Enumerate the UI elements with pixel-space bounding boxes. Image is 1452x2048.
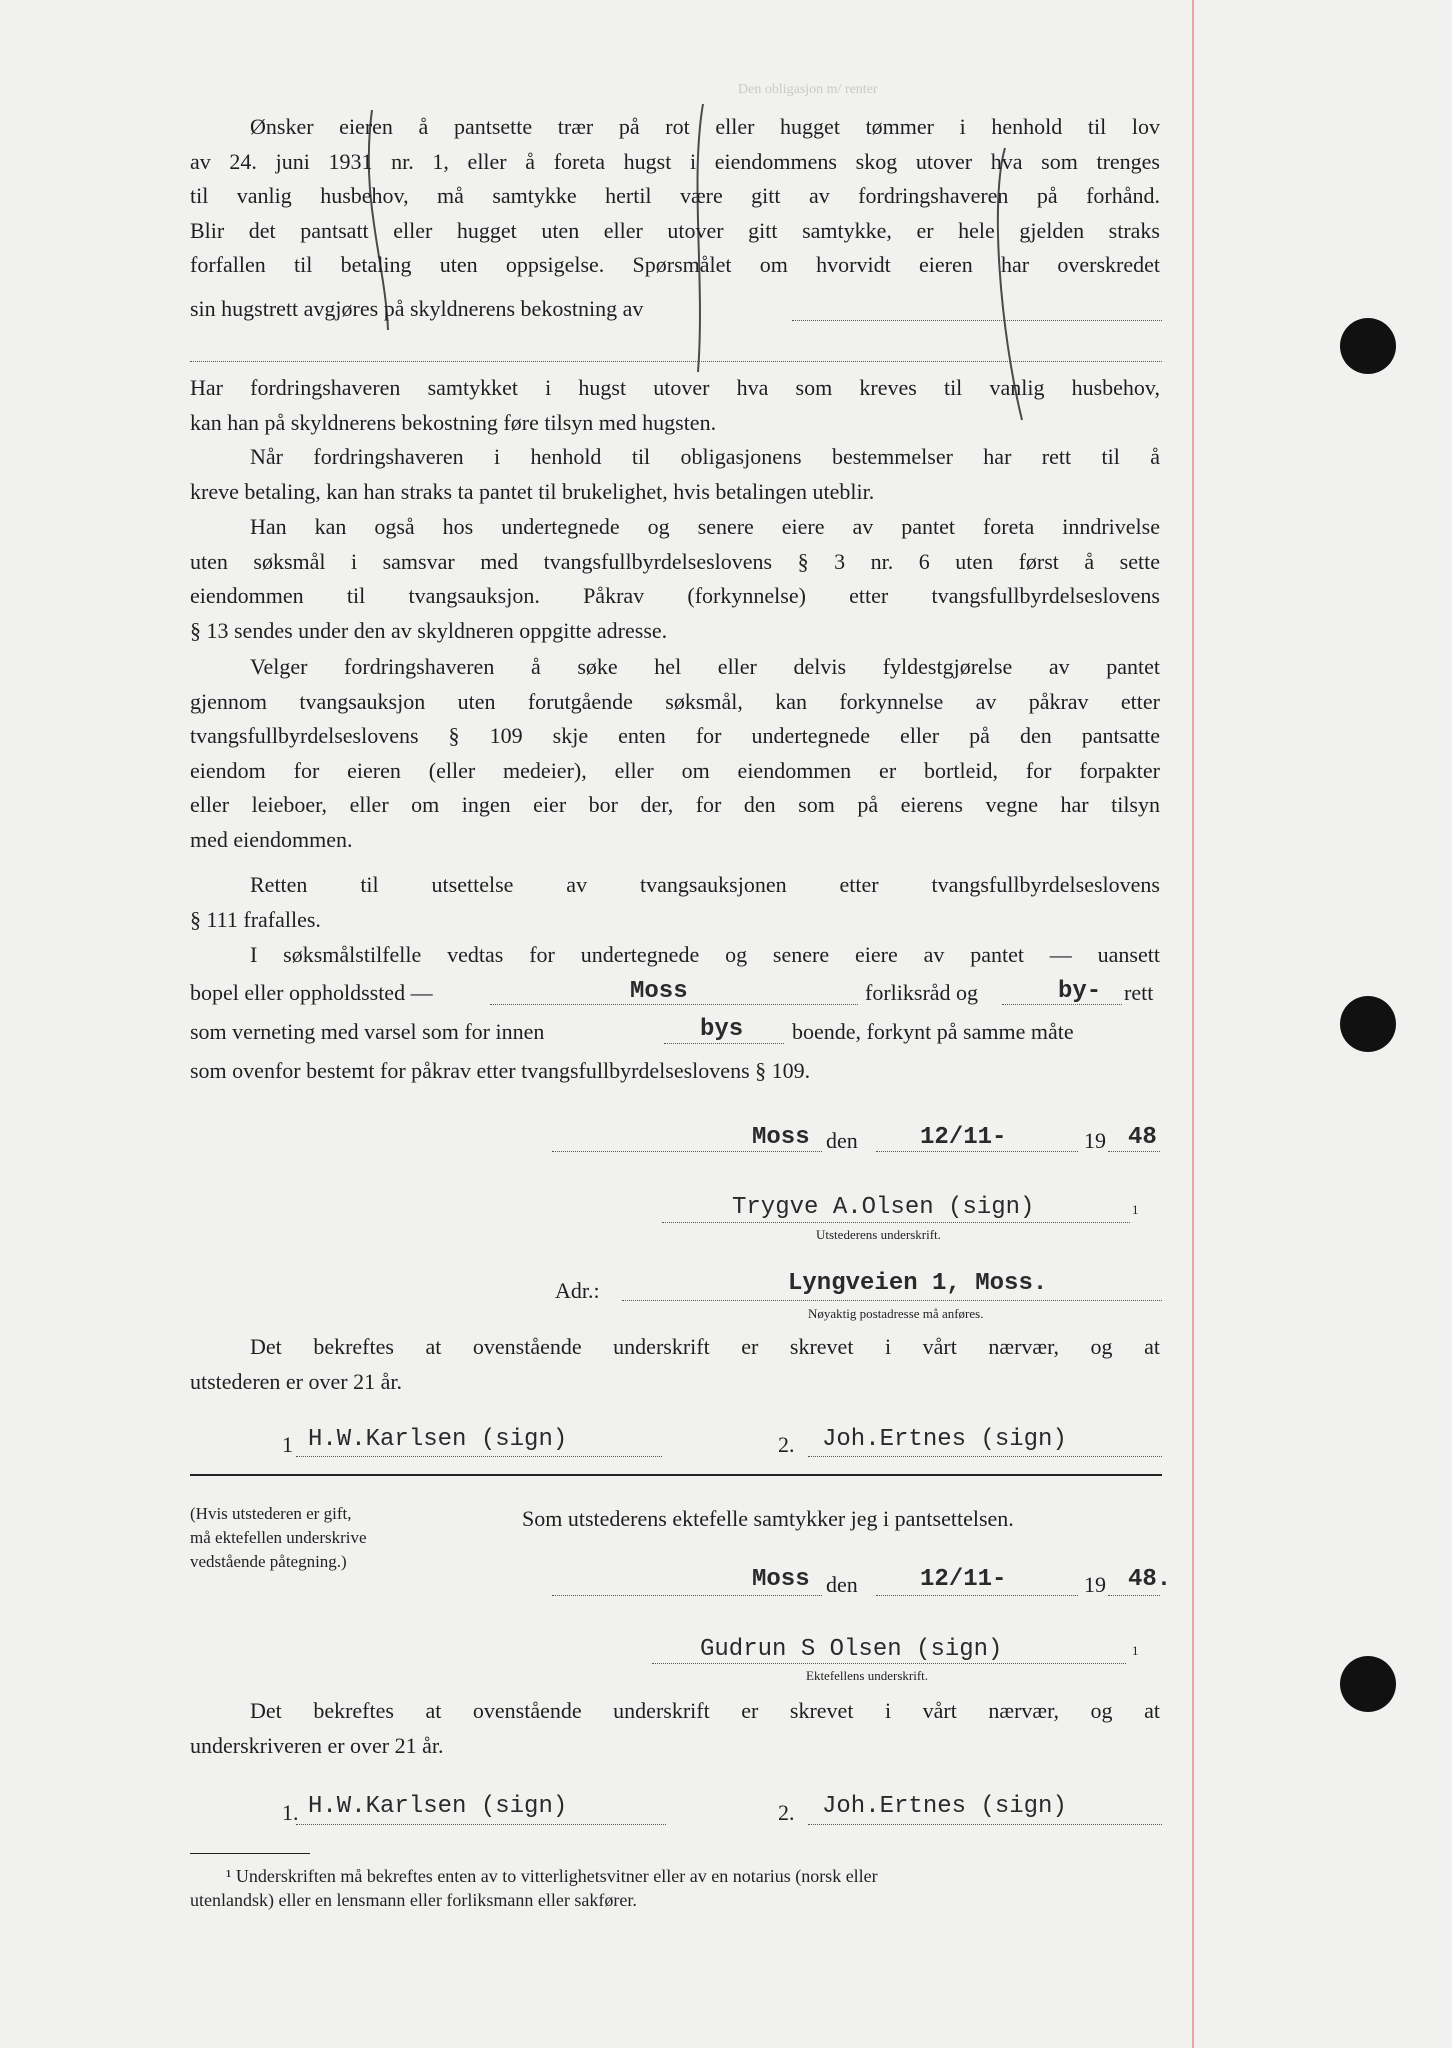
paragraph-hugst — [190, 110, 1160, 283]
blank-line — [792, 320, 1162, 321]
signature-line — [296, 1456, 662, 1457]
text-line: eiendommen til tvangsauksjon. Påkrav (forkynnelse) etter tvangsfullbyrdelseslovens — [190, 583, 1160, 609]
year-value: 48. — [1128, 1566, 1172, 1593]
text-line: eiendom for eieren (eller medeier), eller om eiendommen er bortleid, for forpakter — [190, 757, 1160, 783]
witness-signature: Joh.Ertnes (sign) — [822, 1793, 1067, 1820]
text-line: § 111 frafalles. — [190, 906, 321, 932]
blank-line — [876, 1595, 1078, 1596]
note-line: vedstående påtegning.) — [190, 1552, 347, 1571]
witness-signature: H.W.Karlsen (sign) — [308, 1793, 568, 1820]
text-line: underskriveren er over 21 år. — [190, 1732, 444, 1758]
spouse-consent: Som utstederens ektefelle samtykker jeg i pantsettelsen. — [522, 1506, 1014, 1531]
text-line: I søksmålstilfelle vedtas for undertegnede og senere eiere av pantet — uansett — [250, 942, 1160, 967]
signature-line — [652, 1663, 1126, 1664]
spouse-caption: Ektefellens underskrift. — [806, 1668, 929, 1683]
text-line: av 24. juni 1931 nr. 1, eller å foreta hugst i eiendommens skog utover hva som trenges — [190, 148, 1160, 174]
witness-number: 2. — [778, 1800, 795, 1825]
section-divider — [190, 1474, 1162, 1476]
text-line: forfallen til betaling uten oppsigelse. Spørsmålet om hvorvidt eieren har overskredet — [190, 252, 1160, 278]
witness-number: 1. — [282, 1800, 299, 1825]
witness-statement — [190, 1330, 1160, 1399]
blank-line — [552, 1151, 822, 1152]
text-line: kan han på skyldnerens bekostning føre tilsyn med hugsten. — [190, 409, 717, 435]
footnote-rule — [190, 1853, 310, 1854]
footnote-line: utenlandsk) eller en lensmann eller forliksmann eller sakfører. — [190, 1890, 637, 1910]
text-line: Det bekreftes at ovenstående underskrift er skrevet i vårt nærvær, og at — [250, 1698, 1160, 1723]
witness-signature: Joh.Ertnes (sign) — [822, 1426, 1067, 1453]
address-caption: Nøyaktig postadresse må anføres. — [808, 1306, 984, 1321]
text-line: Det bekreftes at ovenstående underskrift er skrevet i vårt nærvær, og at — [250, 1334, 1160, 1359]
text-line: Han kan også hos undertegnede og senere eiere av pantet foreta inndrivelse — [250, 514, 1160, 539]
blank-line — [1108, 1595, 1160, 1596]
bleed-through-header: Den obligasjon m/ renter — [738, 82, 878, 97]
footnote — [190, 1864, 1162, 1912]
text-line: § 13 sendes under den av skyldneren oppgitte adresse. — [190, 617, 668, 643]
text-line: Retten til utsettelse av tvangsauksjonen etter tvangsfullbyrdelseslovens — [250, 872, 1160, 897]
text-line: Ønsker eieren å pantsette trær på rot eller hugget tømmer i henhold til lov — [250, 114, 1160, 139]
venue-line2-b: bys — [700, 1016, 744, 1043]
paragraph-betaling — [190, 440, 1160, 509]
spouse-side-note — [190, 1502, 367, 1574]
venue-mid: forliksråd og — [865, 980, 979, 1005]
address-line — [622, 1300, 1162, 1301]
venue-court: by- — [1058, 978, 1102, 1005]
witness-statement — [190, 1694, 1160, 1763]
footnote-ref: 1 — [1132, 1643, 1139, 1658]
signature-line — [808, 1824, 1162, 1825]
text-line: Når fordringshaveren i henhold til obligasjonens bestemmelser har rett til å — [250, 444, 1160, 469]
blank-line — [876, 1151, 1078, 1152]
venue-suffix: rett — [1124, 980, 1154, 1005]
text-line: uten søksmål i samsvar med tvangsfullbyrdelseslovens § 3 nr. 6 uten først å sette — [190, 548, 1160, 574]
text-line: Velger fordringshaveren å søke hel eller delvis fyldestgjørelse av pantet — [250, 654, 1160, 679]
address-value: Lyngveien 1, Moss. — [788, 1270, 1048, 1297]
date-value: 12/11- — [920, 1124, 1007, 1151]
witness-number: 2. — [778, 1432, 795, 1457]
signature-line — [662, 1222, 1130, 1223]
date-den: den — [826, 1128, 858, 1153]
text-line: gjennom tvangsauksjon uten forutgående søksmål, kan forkynnelse av påkrav etter — [190, 688, 1160, 714]
text-line: tvangsfullbyrdelseslovens § 109 skje enten for undertegnede eller på den pantsatte — [190, 723, 1160, 749]
venue-line2-c: boende, forkynt på samme måte — [792, 1019, 1074, 1044]
venue-place: Moss — [630, 978, 688, 1005]
year-prefix: 19 — [1084, 1128, 1106, 1153]
blank-line — [190, 361, 1162, 362]
year-prefix: 19 — [1084, 1572, 1106, 1597]
note-line: må ektefellen underskrive — [190, 1528, 367, 1547]
paragraph-utsettelse — [190, 868, 1160, 937]
signature-line — [808, 1456, 1162, 1457]
paragraph-tvangsauksjon — [190, 650, 1160, 858]
date-place: Moss — [752, 1566, 810, 1593]
venue-line3: som ovenfor bestemt for påkrav etter tvangsfullbyrdelseslovens § 109. — [190, 1058, 811, 1083]
text-line: Har fordringshaveren samtykket i hugst utover hva som kreves til vanlig husbehov, — [190, 375, 1160, 400]
issuer-signature: Trygve A.Olsen (sign) — [732, 1194, 1035, 1221]
blank-line — [664, 1043, 784, 1044]
text-line: til vanlig husbehov, må samtykke hertil være gitt av fordringshaveren på forhånd. — [190, 183, 1160, 209]
text-line: kreve betaling, kan han straks ta pantet til brukelighet, hvis betalingen uteblir. — [190, 478, 875, 504]
paragraph-inndrivelse — [190, 510, 1160, 648]
paragraph-tilsyn — [190, 371, 1160, 440]
footnote-ref: 1 — [1132, 1202, 1139, 1217]
text-line: med eiendommen. — [190, 826, 353, 852]
year-value: 48 — [1128, 1124, 1157, 1151]
venue-prefix: bopel eller oppholdssted — — [190, 980, 433, 1005]
blank-line — [552, 1595, 822, 1596]
signature-line — [296, 1824, 666, 1825]
text-line: Blir det pantsatt eller hugget uten eller utover gitt samtykke, er hele gjelden straks — [190, 217, 1160, 243]
text-line: utstederen er over 21 år. — [190, 1368, 402, 1394]
text-line: sin hugstrett avgjøres på skyldnerens bekostning av — [190, 296, 644, 321]
issuer-caption: Utstederens underskrift. — [816, 1227, 941, 1242]
paragraph-verneting — [190, 938, 1160, 973]
date-den: den — [826, 1572, 858, 1597]
date-value: 12/11- — [920, 1566, 1007, 1593]
witness-signature: H.W.Karlsen (sign) — [308, 1426, 568, 1453]
note-line: (Hvis utstederen er gift, — [190, 1504, 352, 1523]
address-label: Adr.: — [555, 1278, 600, 1303]
date-place: Moss — [752, 1124, 810, 1151]
spouse-signature: Gudrun S Olsen (sign) — [700, 1636, 1003, 1663]
witness-number: 1 — [282, 1432, 293, 1457]
blank-line — [1108, 1151, 1160, 1152]
footnote-line: ¹ Underskriften må bekreftes enten av to vitterlighetsvitner eller av en notarius (norsk eller — [226, 1866, 878, 1886]
text-line: eller leieboer, eller om ingen eier bor der, for den som på eierens vegne har tilsyn — [190, 792, 1160, 818]
venue-line2-a: som verneting med varsel som for innen — [190, 1019, 545, 1044]
